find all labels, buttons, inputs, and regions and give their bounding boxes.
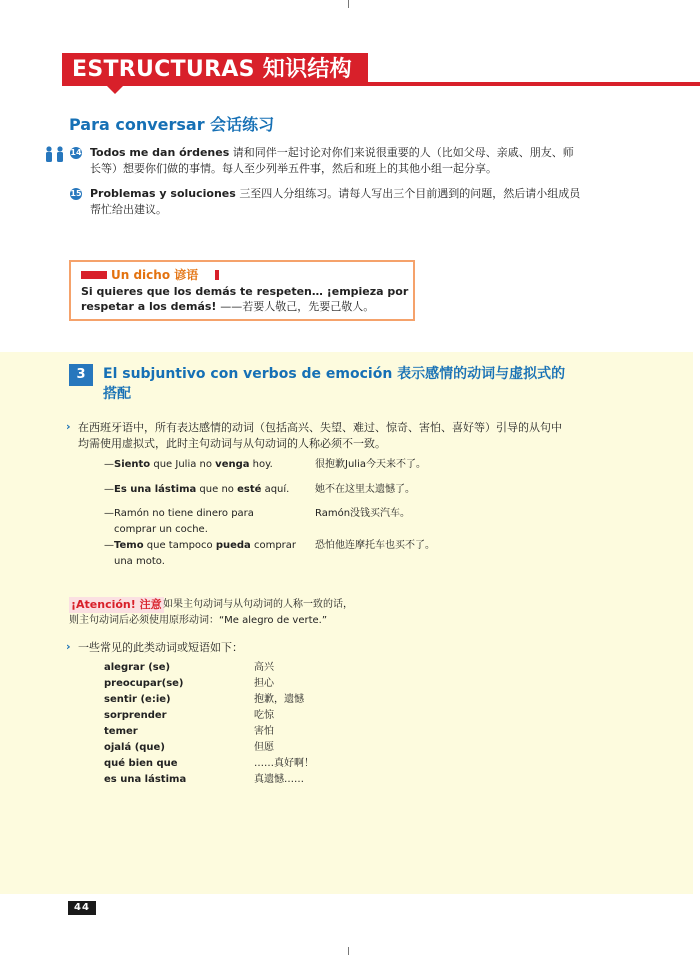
activity-item bbox=[70, 186, 600, 218]
vocab-meaning: 高兴 bbox=[254, 662, 274, 673]
dicho-red-bar bbox=[81, 271, 107, 279]
dicho-title: Un dicho 谚语 bbox=[111, 268, 199, 282]
example-es: —Siento que Julia no venga hoy. bbox=[104, 459, 273, 470]
activity-number: 15 bbox=[70, 189, 82, 198]
activity-number: 14 bbox=[70, 148, 82, 157]
vocab-term: sentir (e:ie) bbox=[104, 694, 171, 705]
grammar-title bbox=[103, 364, 603, 404]
example-cn: 她不在这里太遗憾了。 bbox=[315, 484, 415, 495]
grammar-title-line: El subjuntivo con verbos de emoción 表示感情的动词与虚拟式的 bbox=[103, 366, 566, 382]
example-es: —Es una lástima que no esté aquí. bbox=[104, 484, 290, 495]
dicho-text bbox=[81, 284, 411, 314]
grammar-intro bbox=[78, 420, 598, 452]
banner-title: ESTRUCTURAS 知识结构 bbox=[62, 53, 368, 86]
intro-line: 在西班牙语中，所有表达感情的动词（包括高兴、失望、难过、惊奇、害怕、喜好等）引导的从句中 bbox=[78, 421, 562, 434]
dicho-line: respetar a los demás! bbox=[81, 300, 217, 313]
example-cn: Ramón没钱买汽车。 bbox=[315, 508, 411, 519]
activity-text: 请和同伴一起讨论对你们来说很重要的人（比如父母、亲戚、朋友、师 bbox=[232, 146, 574, 159]
vocab-term: qué bien que bbox=[104, 758, 178, 769]
activity-text: 三至四人分组练习。请每人写出三个目前遇到的问题，然后请小组成员 bbox=[239, 187, 581, 200]
vocab-term: alegrar (se) bbox=[104, 662, 171, 673]
crop-mark bbox=[348, 947, 349, 955]
atencion-text: 则主句动词后必须使用原形动词：“Me alegro de verte.” bbox=[69, 615, 328, 626]
vocab-meaning: 吃惊 bbox=[254, 710, 274, 721]
vocab-meaning: 害怕 bbox=[254, 726, 274, 737]
vocab-meaning: 真遗憾…… bbox=[254, 774, 304, 785]
vocab-term: es una lástima bbox=[104, 774, 187, 785]
grammar-number: 3 bbox=[69, 364, 93, 386]
banner-notch bbox=[107, 86, 123, 94]
example-cn: 恐怕他连摩托车也买不了。 bbox=[315, 540, 435, 551]
example-cn: 很抱歉Julia今天来不了。 bbox=[315, 459, 426, 470]
dicho-translation: ——若要人敬己，先要己敬人。 bbox=[220, 300, 375, 313]
activity-text: 帮忙给出建议。 bbox=[90, 203, 167, 216]
atencion-label: ¡Atención! 注意 bbox=[71, 598, 162, 611]
vocab-term: temer bbox=[104, 726, 138, 737]
crop-mark bbox=[348, 0, 349, 8]
intro-line: 均需使用虚拟式，此时主句动词与从句动词的人称必须不一致。 bbox=[78, 437, 386, 450]
example-es: —Ramón no tiene dinero para comprar un coche. bbox=[104, 508, 254, 535]
page-number: 44 bbox=[68, 901, 96, 915]
activity-title: Problemas y soluciones bbox=[90, 187, 236, 200]
list-intro: 一些常见的此类动词或短语如下： bbox=[78, 641, 243, 654]
dicho-line: Si quieres que los demás te respeten… ¡empieza por bbox=[81, 285, 409, 298]
activity-item bbox=[70, 145, 600, 177]
grammar-title-line: 搭配 bbox=[103, 386, 131, 402]
vocab-term: preocupar(se) bbox=[104, 678, 184, 689]
vocab-meaning: 但愿 bbox=[254, 742, 274, 753]
dicho-box bbox=[69, 260, 415, 321]
vocab-meaning: 担心 bbox=[254, 678, 274, 689]
bullet-icon: › bbox=[66, 420, 71, 433]
bullet-icon: › bbox=[66, 640, 71, 653]
vocab-meaning: 抱歉，遗憾 bbox=[254, 694, 304, 705]
section-title: Para conversar 会话练习 bbox=[69, 115, 275, 134]
vocab-term: ojalá (que) bbox=[104, 742, 165, 753]
example-es: —Temo que tampoco pueda comprar una moto. bbox=[104, 540, 297, 567]
vocab-meaning: ……真好啊！ bbox=[254, 758, 314, 769]
dicho-small-bar bbox=[215, 270, 219, 280]
activity-text: 长等）想要你们做的事情。每人至少列举五件事，然后和班上的其他小组一起分享。 bbox=[90, 162, 497, 175]
vocab-term: sorprender bbox=[104, 710, 167, 721]
activity-title: Todos me dan órdenes bbox=[90, 146, 230, 159]
pair-people-icon bbox=[44, 146, 66, 162]
atencion-text: 如果主句动词与从句动词的人称一致的话， bbox=[163, 599, 353, 610]
